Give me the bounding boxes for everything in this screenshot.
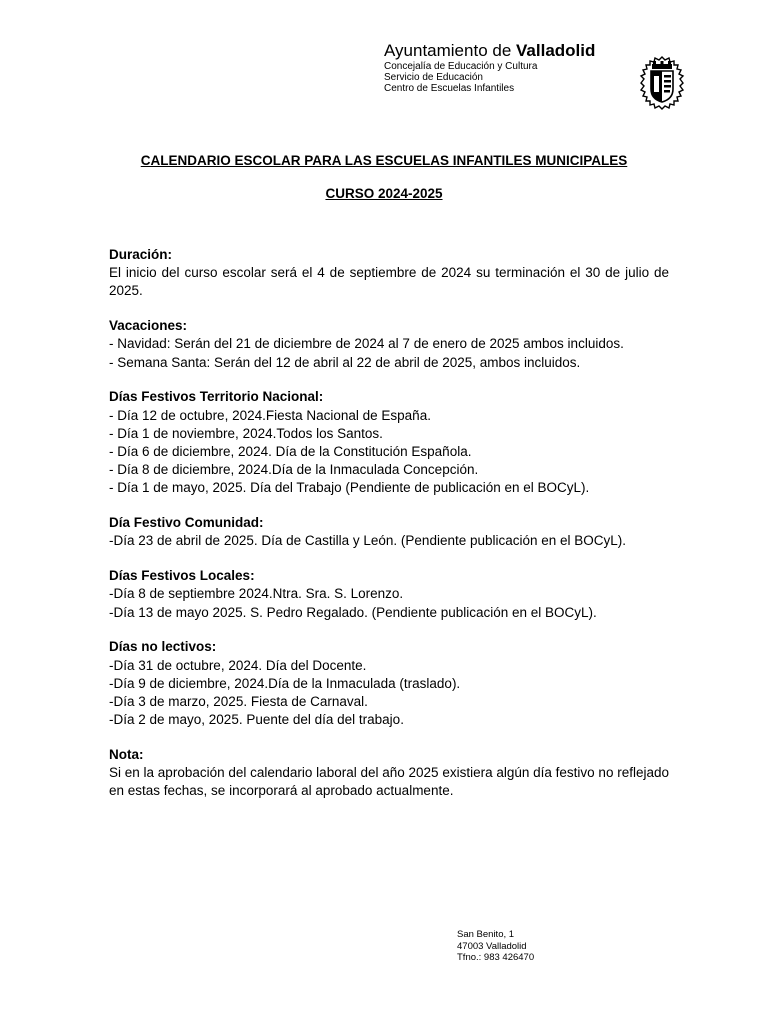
list-item: - Semana Santa: Serán del 12 de abril al 22 de abril de 2025, ambos incluidos.	[109, 354, 581, 370]
section-duracion	[109, 246, 669, 301]
list-item: -Día 23 de abril de 2025. Día de Castilla y León. (Pendiente publicación en el BOCyL).	[109, 533, 627, 549]
document-title: CALENDARIO ESCOLAR PARA LAS ESCUELAS INFANTILES MUNICIPALES	[140, 153, 628, 168]
list-item: -Día 3 de marzo, 2025. Fiesta de Carnaval.	[109, 694, 368, 710]
list-item: - Día 12 de octubre, 2024.Fiesta Nacional de España.	[109, 407, 431, 423]
document-subtitle: CURSO 2024-2025	[325, 186, 443, 201]
section-festivo-comunidad	[109, 514, 669, 550]
city-crest-icon	[636, 55, 688, 111]
address-city: 47003 Valladolid	[457, 940, 527, 952]
section-heading: Días Festivos Territorio Nacional:	[109, 389, 324, 405]
section-vacaciones	[109, 317, 669, 372]
center-line: Centro de Escuelas Infantiles	[384, 83, 515, 94]
list-item: - Día 1 de mayo, 2025. Día del Trabajo (Pendiente de publicación en el BOCyL).	[109, 480, 590, 496]
list-item: -Día 13 de mayo 2025. S. Pedro Regalado. (Pendiente publicación en el BOCyL).	[109, 604, 597, 620]
section-heading: Duración:	[109, 247, 173, 262]
list-item: - Día 8 de diciembre, 2024.Día de la Inmaculada Concepción.	[109, 462, 479, 478]
section-festivos-nacional	[109, 388, 669, 497]
list-item: - Día 6 de diciembre, 2024. Día de la Constitución Española.	[109, 444, 472, 460]
section-text: Si en la aprobación del calendario laboral del año 2025 existiera algún día festivo no reflejado en estas fechas, se incorporará al aprobado actualmente.	[109, 765, 669, 799]
list-item: - Día 1 de noviembre, 2024.Todos los Santos.	[109, 425, 383, 441]
section-heading: Nota:	[109, 747, 144, 763]
list-item: -Día 31 de octubre, 2024. Día del Docente.	[109, 657, 367, 673]
section-no-lectivos	[109, 638, 669, 729]
list-item: - Navidad: Serán del 21 de diciembre de 2024 al 7 de enero de 2025 ambos incluidos.	[109, 336, 624, 352]
section-heading: Vacaciones:	[109, 318, 188, 334]
address-street: San Benito, 1	[457, 929, 515, 940]
section-nota	[109, 746, 669, 801]
letterhead	[384, 41, 644, 94]
department-line: Concejalía de Educación y Cultura	[384, 61, 538, 72]
list-item: -Día 9 de diciembre, 2024.Día de la Inmaculada (traslado).	[109, 675, 461, 691]
section-festivos-locales	[109, 567, 669, 622]
section-text: El inicio del curso escolar será el 4 de septiembre de 2024 su terminación el 30 de julio de 2025.	[109, 265, 669, 299]
organization-name: Ayuntamiento de Valladolid	[384, 41, 596, 60]
list-item: -Día 2 de mayo, 2025. Puente del día del trabajo.	[109, 712, 404, 728]
address-footer	[457, 929, 534, 964]
address-phone: Tfno.: 983 426470	[457, 952, 535, 963]
section-heading: Días Festivos Locales:	[109, 568, 255, 584]
document-body	[109, 246, 669, 817]
organization-city: Valladolid	[516, 41, 596, 60]
section-heading: Días no lectivos:	[109, 639, 217, 655]
section-heading: Día Festivo Comunidad:	[109, 515, 264, 531]
service-line: Servicio de Educación	[384, 72, 483, 83]
list-item: -Día 8 de septiembre 2024.Ntra. Sra. S. Lorenzo.	[109, 586, 404, 602]
